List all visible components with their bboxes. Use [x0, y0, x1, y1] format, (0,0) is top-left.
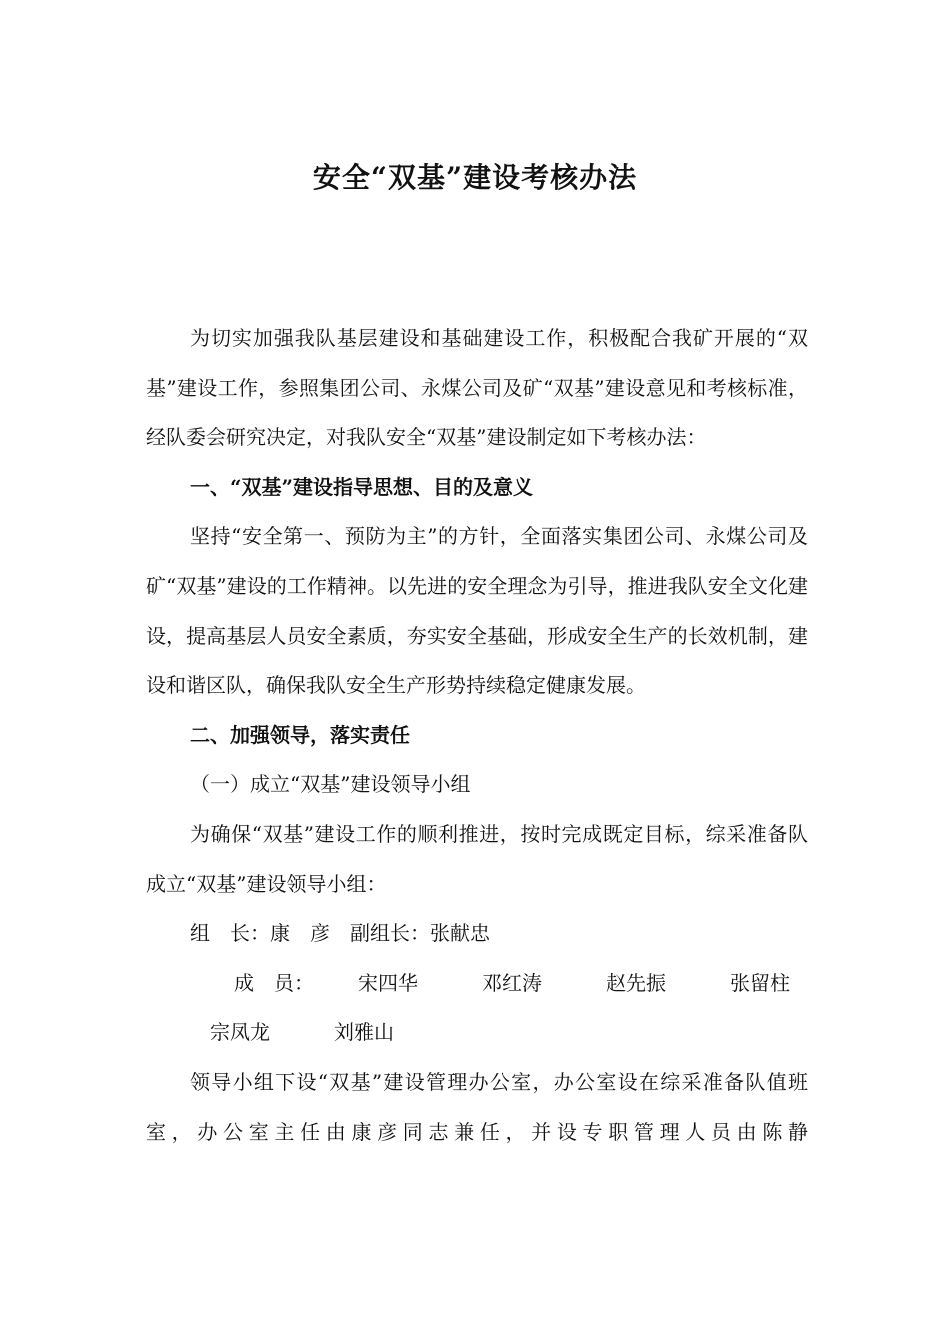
subsection1-paragraph: 为确保“双基”建设工作的顺利推进，按时完成既定目标，综采准备队成立“双基”建设领导小组： — [146, 821, 808, 896]
section2-heading: 二、加强领导，落实责任 — [190, 722, 410, 747]
intro-paragraph: 为切实加强我队基层建设和基础建设工作，积极配合我矿开展的“双基”建设工作，参照集团公司、永煤公司及矿“双基”建设意见和考核标准，经队委会研究决定，对我队安全“双基”建设制定如下考核办法： — [146, 326, 808, 450]
subsection1-heading: （一）成立“双基”建设领导小组 — [190, 772, 471, 797]
member-name: 刘雅山 — [334, 1020, 394, 1045]
member-name: 邓红涛 — [482, 970, 542, 995]
document-body — [146, 314, 808, 1157]
member-name: 宗凤龙 — [210, 1020, 270, 1045]
document-title: 安全“双基”建设考核办法 — [312, 161, 638, 194]
member-name: 张留柱 — [730, 970, 790, 995]
office-paragraph: 领导小组下设“双基”建设管理办公室，办公室设在综采准备队值班室，办公室主任由康彦同志兼任，并设专职管理人员由陈静 — [146, 1069, 808, 1144]
section1-heading: 一、“双基”建设指导思想、目的及意义 — [190, 474, 534, 499]
members-label: 成 员： — [234, 970, 314, 995]
members-line — [146, 959, 808, 1058]
member-name: 宋四华 — [358, 970, 418, 995]
member-name: 赵先振 — [606, 970, 666, 995]
leader-line: 组 长：康 彦 副组长：张献忠 — [190, 921, 490, 946]
section1-paragraph: 坚持“安全第一、预防为主”的方针，全面落实集团公司、永煤公司及矿“双基”建设的工作精神。以先进的安全理念为引导，推进我队安全文化建设，提高基层人员安全素质，夯实安全基础，形成安全生产的长效机制，建设和谐区队，确保我队安全生产形势持续稳定健康发展。 — [146, 524, 808, 698]
